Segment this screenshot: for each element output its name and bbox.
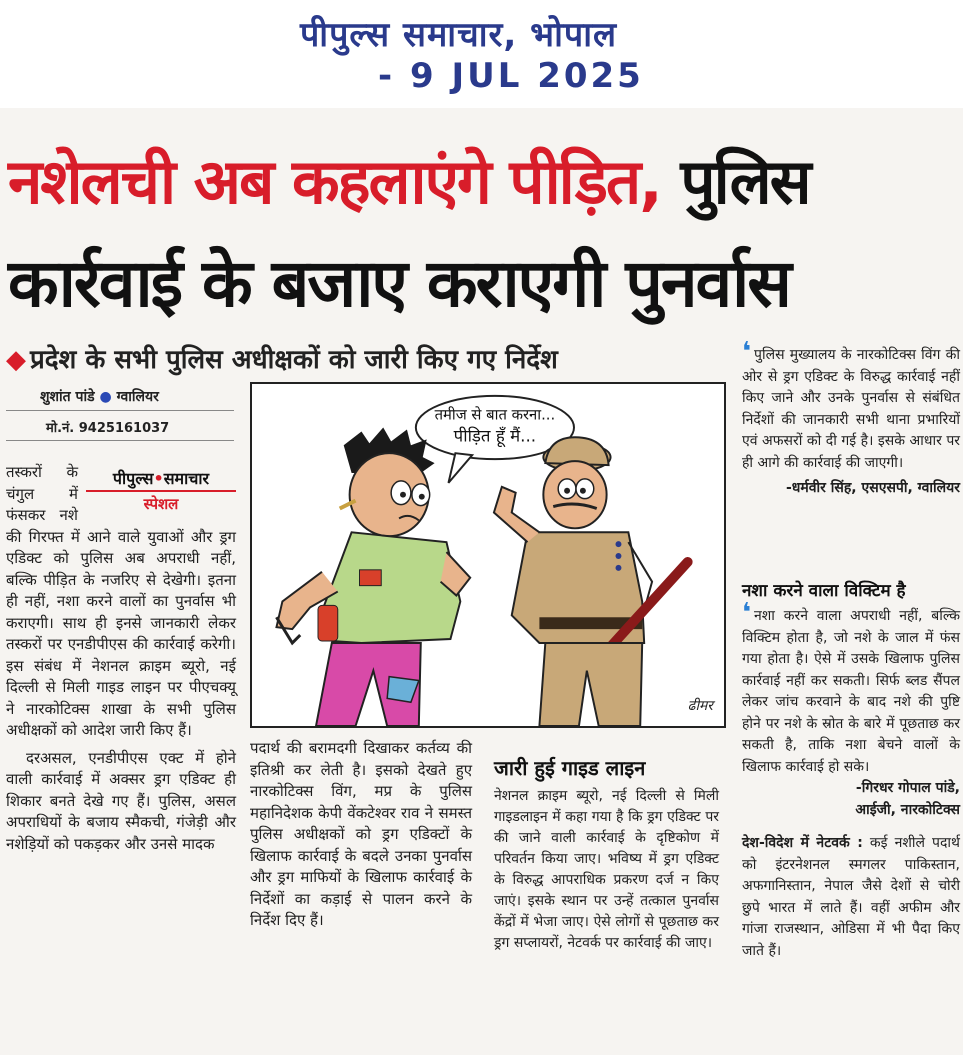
speech-text-line-2: पीड़ित हूँ मैं... [453, 425, 537, 446]
subheadline [6, 340, 558, 376]
network-paragraph [742, 833, 960, 962]
headline-line-2: कार्रवाई के बजाए कराएगी पुनर्वास [8, 245, 790, 322]
special-logo [86, 468, 236, 515]
quote-signature: -धर्मवीर सिंह, एसएसपी, ग्वालियर [785, 480, 960, 496]
dot-separator-icon: ● [99, 389, 112, 405]
newspaper-name-stamp: पीपुल्स समाचार, भोपाल [300, 15, 618, 55]
author-mobile: मो.नं. 9425161037 [46, 421, 170, 436]
speech-text-line-1: तमीज से बात करना... [434, 406, 556, 424]
author-name: शुशांत पांडे [40, 389, 95, 405]
headline-black-part: पुलिस [660, 145, 810, 218]
article-column-4-lower [742, 598, 960, 962]
logo-title-red: समाचार [163, 469, 210, 488]
logo-title-black: पीपुल्स [112, 469, 154, 488]
logo-separator-icon: • [153, 469, 164, 488]
diamond-bullet-icon: ◆ [6, 345, 26, 375]
quote-signature: -गिरधर गोपाल पांडे, [855, 780, 960, 796]
quote-signature-title: आईजी, नारकोटिक्स [855, 801, 960, 818]
article-column-2 [250, 738, 472, 932]
policeman-figure [494, 437, 688, 726]
article-paragraph: पदार्थ की बरामदगी दिखाकर कर्तव्य की इतिश्री कर लेती है। इसको देखते हुए नारकोटिक्स विंग, मप्र के पुलिस महानिदेशक केपी वेंकटेश्वर राव ने समस्त पुलिस अधीक्षकों को ड्रग एडिक्टों के खिलाफ कार्रवाई के बदले उनका पुनर्वास और ड्रग माफियों के खिलाफ कार्रवाई के निर्देशों का कड़ाई से पालन करने के निर्देश दिए हैं। [250, 739, 472, 929]
addict-figure [276, 427, 470, 726]
article-column-4 [742, 337, 960, 500]
quote-paragraph [742, 337, 960, 474]
date-stamp: - 9 JUL 2025 [378, 56, 644, 96]
quote-mark-icon: ❛ [742, 598, 752, 628]
divider [6, 410, 234, 411]
quote-text: पुलिस मुख्यालय के नारकोटिक्स विंग की ओर से ड्रग एडिक्ट के विरुद्ध कार्रवाई नहीं किए जाने और उनके पुनर्वास से संबंधित निर्देशों की जानकारी सभी थाना प्रभारियों एवं अफसरों को दी गई है। इसके आधार पर ही आगे की कार्रवाई की जाएगी। [742, 347, 960, 471]
headline-red-part: नशेलची अब कहलाएंगे पीड़ित, [8, 145, 661, 218]
article-paragraph: तस्करों के चंगुल में फंसकर नशे की गिरफ्त में आने वाले युवाओं और ड्रग एडिक्ट को पुलिस अब अपराधी नहीं, बल्कि पीड़ित के नजरिए से देखेगी। इतना ही नहीं, नशा करने वालों का पुनर्वास भी कराएगी। साथ ही इनसे जानकारी लेकर तस्करों पर एनडीपीएस की कार्रवाई करेगी। इस संबंध में नेशनल क्राइम ब्यूरो, नई दिल्ली से मिली गाइड लाइन पर पीएचक्यू ने नारकोटिक्स शाखा के सभी पुलिस अधीक्षकों को आदेश जारी किए हैं। [6, 463, 236, 739]
network-label: देश-विदेश में नेटवर्क : [742, 835, 863, 851]
cartoonist-signature: ढीमर [687, 698, 713, 715]
article-column-1 [6, 462, 236, 855]
divider [6, 440, 234, 441]
article-paragraph: नेशनल क्राइम ब्यूरो, नई दिल्ली से मिली गाइडलाइन में कहा गया है कि ड्रग एडिक्ट पर की जाने वाली कार्रवाई के दृष्टिकोण में परिवर्तन किया जाए। भविष्य में ड्रग एडिक्ट के विरुद्ध आपराधिक प्रकरण दर्ज न किए जाएं। इसके स्थान पर उन्हें तत्काल पुनर्वास केंद्रों में भेजा जाए। ऐसे लोगों से पूछताछ कर ड्रग सप्लायरों, नेटवर्क पर कार्रवाई की जाए। [494, 788, 719, 951]
quote-mark-icon: ❛ [742, 337, 752, 367]
subheadline-text: प्रदेश के सभी पुलिस अधीक्षकों को जारी किए गए निर्देश [30, 345, 558, 375]
logo-title [86, 468, 236, 492]
logo-subtitle: स्पेशल [143, 494, 179, 513]
guideline-heading: जारी हुई गाइड लाइन [494, 756, 646, 780]
quote-paragraph [742, 598, 960, 778]
network-text: कई नशीले पदार्थ को इंटरनेशनल स्मगलर पाकिस्तान, अफगानिस्तान, नेपाल जैसे देशों से चोरी छुपे भारत में लाते हैं। वहीं अफीम और गांजा राजस्थान, ओडिसा में भी पैदा किए जाते हैं। [742, 835, 960, 959]
victim-heading: नशा करने वाला विक्टिम है [742, 581, 906, 601]
headline-line-1 [8, 138, 810, 222]
cartoon-illustration [250, 382, 726, 728]
quote-text: नशा करने वाला अपराधी नहीं, बल्कि विक्टिम होता है, जो नशे के जाल में फंस गया होता है। ऐसे में उसके खिलाफ पुलिस कार्रवाई नहीं कर सकती। सिर्फ ब्लड सैंपल लेकर जांच करवाने के बाद नशे की पुष्टि होने पर नशे के स्रोत के बारे में पूछताछ कर सकती है, ताकि नशा बेचने वालों के खिलाफ कार्रवाई हो सके। [742, 608, 960, 775]
byline [40, 387, 159, 406]
article-column-3 [494, 786, 719, 954]
byline-city: ग्वालियर [116, 389, 159, 405]
article-paragraph: दरअसल, एनडीपीएस एक्ट में होने वाली कार्रवाई में अक्सर ड्रग एडिक्ट ही शिकार बनते देखे गए हैं। पुलिस, असल अपराधियों के बजाय स्मैकची, गंजेड़ी और नशेड़ियों को पकड़कर और उनसे मादक [6, 748, 236, 853]
